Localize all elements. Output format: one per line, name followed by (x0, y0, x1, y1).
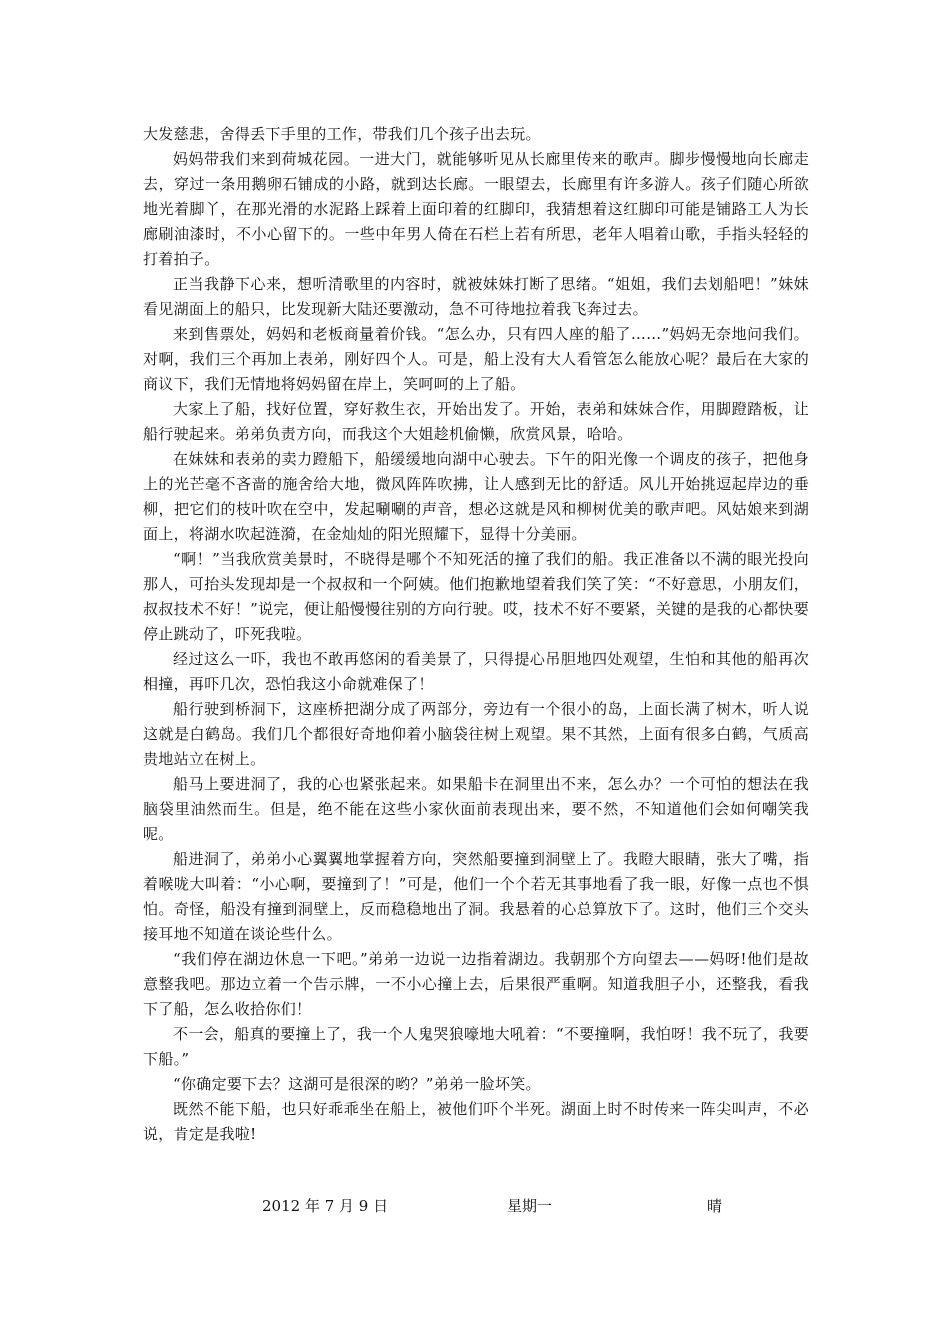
paragraph: 船行驶到桥洞下，这座桥把湖分成了两部分，旁边有一个很小的岛，上面长满了树木，听人说这就是白鹤岛。我们几个都很好奇地仰着小脑袋往树上观望。果不其然，上面有很多白鹤，气质高贵地站立在树上。 (143, 700, 809, 768)
entry-date: 2012 年 7 月 9 日 (262, 1197, 389, 1215)
paragraph: “你确定要下去？这湖可是很深的哟？”弟弟一脸坏笑。 (173, 1075, 541, 1093)
paragraph: 正当我静下心来，想听清歌里的内容时，就被妹妹打断了思绪。“姐姐，我们去划船吧！”妹妹看见湖面上的船只，比发现新大陆还要激动，急不可待地拉着我飞奔过去。 (143, 275, 809, 318)
paragraph: 不一会，船真的要撞上了，我一个人鬼哭狼嚎地大吼着：“不要撞啊，我怕呀！我不玩了，我要下船。” (143, 1025, 809, 1068)
paragraph: 经过这么一吓，我也不敢再悠闲的看美景了，只得提心吊胆地四处观望，生怕和其他的船再次相撞，再吓几次，恐怕我这小命就难保了！ (143, 650, 809, 693)
paragraph: 来到售票处，妈妈和老板商量着价钱。“怎么办，只有四人座的船了……”妈妈无奈地问我们。对啊，我们三个再加上表弟，刚好四个人。可是，船上没有大人看管怎么能放心呢？最后在大家的商议下，我们无情地将妈妈留在岸上，笑呵呵的上了船。 (143, 325, 809, 393)
paragraph: 船马上要进洞了，我的心也紧张起来。如果船卡在洞里出不来，怎么办？一个可怕的想法在我脑袋里油然而生。但是，绝不能在这些小家伙面前表现出来，要不然，不知道他们会如何嘲笑我呢。 (143, 775, 809, 843)
paragraph: “啊！”当我欣赏美景时，不晓得是哪个不知死活的撞了我们的船。我正准备以不满的眼光投向那人，可抬头发现却是一个叔叔和一个阿姨。他们抱歉地望着我们笑了笑：“不好意思，小朋友们，叔叔技术不好！”说完，便让船慢慢往别的方向行驶。哎，技术不好不要紧，关键的是我的心都快要停止跳动了，吓死我啦。 (143, 550, 809, 643)
paragraph: 大家上了船，找好位置，穿好救生衣，开始出发了。开始，表弟和妹妹合作，用脚蹬踏板，让船行驶起来。弟弟负责方向，而我这个大姐趁机偷懒，欣赏风景，哈哈。 (143, 400, 809, 443)
entry-weather: 晴 (707, 1197, 723, 1215)
diary-entry-header (0, 1195, 950, 1221)
paragraph: “我们停在湖边休息一下吧。”弟弟一边说一边指着湖边。我朝那个方向望去——妈呀!他们是故意整我吧。那边立着一个告示牌，一不小心撞上去，后果很严重啊。知道我胆子小，还整我，看我下了船，怎么收拾你们！ (143, 950, 809, 1018)
essay-body (143, 122, 809, 1147)
paragraph: 在妹妹和表弟的卖力蹬船下，船缓缓地向湖中心驶去。下午的阳光像一个调皮的孩子，把他身上的光芒毫不吝啬的施舍给大地，微风阵阵吹拂，让人感到无比的舒适。风儿开始挑逗起岸边的垂柳，把它们的枝叶吹在空中，发起唰唰的声音，想必这就是风和柳树优美的歌声吧。风姑娘来到湖面上，将湖水吹起涟漪，在金灿灿的阳光照耀下，显得十分美丽。 (143, 450, 809, 543)
entry-weekday: 星期一 (507, 1197, 553, 1215)
paragraph: 船进洞了，弟弟小心翼翼地掌握着方向，突然船要撞到洞壁上了。我瞪大眼睛，张大了嘴，指着喉咙大叫着：“小心啊，要撞到了！”可是，他们一个个若无其事地看了我一眼，好像一点也不惧怕。奇怪，船没有撞到洞壁上，反而稳稳地出了洞。我悬着的心总算放下了。这时，他们三个交头接耳地不知道在谈论些什么。 (143, 850, 809, 943)
paragraph: 妈妈带我们来到荷城花园。一进大门，就能够听见从长廊里传来的歌声。脚步慢慢地向长廊走去，穿过一条用鹅卵石铺成的小路，就到达长廊。一眼望去，长廊里有许多游人。孩子们随心所欲地光着脚丫，在那光滑的水泥路上踩着上面印着的红脚印，我猜想着这红脚印可能是铺路工人为长廊刷油漆时，不小心留下的。一些中年男人倚在石栏上若有所思，老年人唱着山歌，手指头轻轻的打着拍子。 (143, 150, 809, 268)
paragraph: 大发慈悲，舍得丢下手里的工作，带我们几个孩子出去玩。 (143, 125, 541, 143)
paragraph: 既然不能下船，也只好乖乖坐在船上，被他们吓个半死。湖面上时不时传来一阵尖叫声，不必说，肯定是我啦! (143, 1100, 809, 1143)
